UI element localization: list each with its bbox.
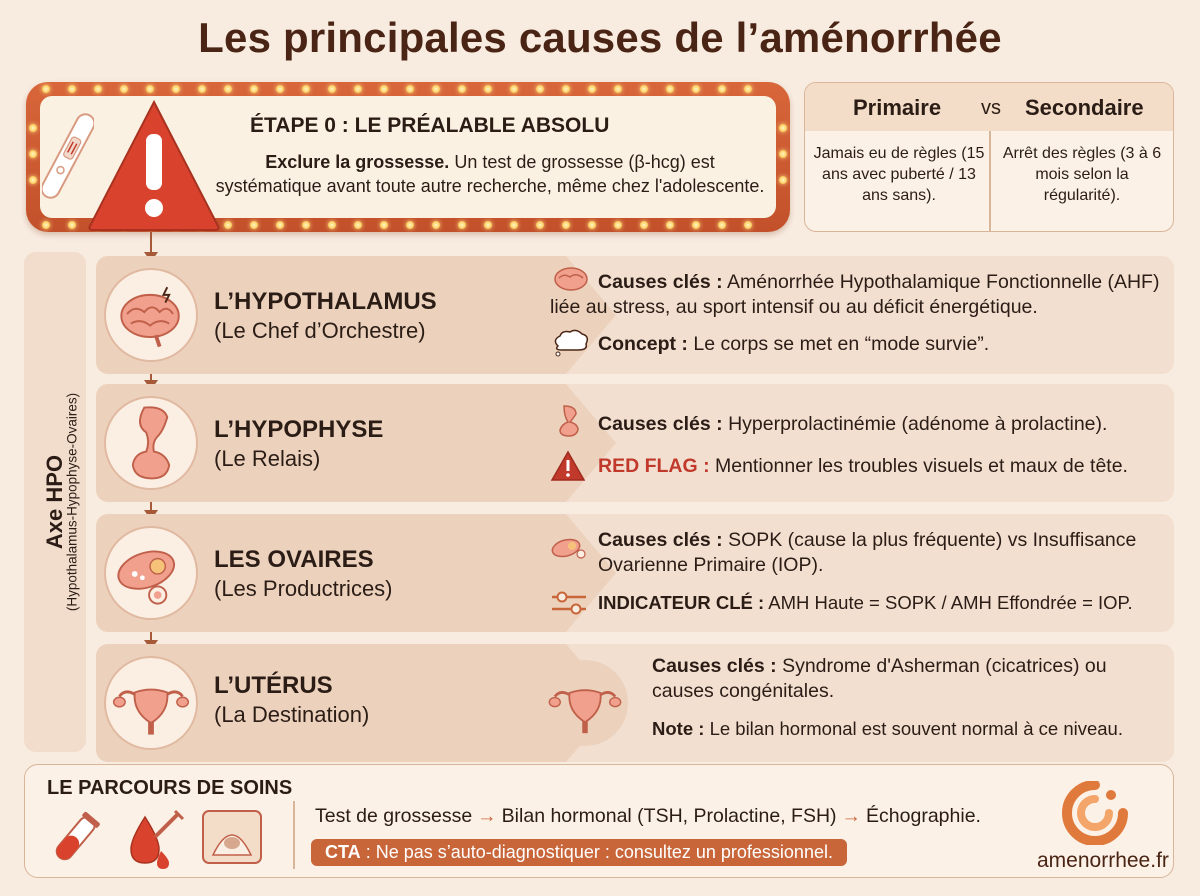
step-1: Test de grossesse [315,805,473,827]
causes-text: Hyperprolactinémie (adénome à prolactine). [728,413,1108,435]
marquee-bulb [692,221,700,229]
marquee-bulb [779,176,787,184]
primary-description: Jamais eu de règles (15 ans avec puberté / 13 ans sans). [813,145,985,204]
row-uterus [96,644,1174,762]
primary-vs-secondary-table [804,82,1174,232]
cta-banner[interactable] [311,839,847,866]
marquee-bulb [276,85,284,93]
marquee-bulb [432,221,440,229]
indicator-label: INDICATEUR CLÉ : [598,592,765,613]
marquee-bulb [276,221,284,229]
etape-bold: Exclure la grossesse. [265,152,450,172]
marquee-bulb [562,221,570,229]
etape-body: Un test de grossesse (β-hcg) est systématique avant toute autre recherche, même chez l'adolescente. [215,152,765,196]
marquee-bulb [42,85,50,93]
marquee-bulb [354,221,362,229]
row-indicator [598,590,1133,615]
pituitary-small-icon [554,404,584,438]
primary-label: Primaire [853,95,942,120]
marquee-bulb [666,221,674,229]
marquee-bulb [510,85,518,93]
secondary-label: Secondaire [1025,95,1144,120]
step-3: Échographie. [866,805,981,827]
ovary-small-icon [548,532,588,562]
row-concept [598,332,989,357]
marquee-bulb [302,85,310,93]
marquee-bulb [484,85,492,93]
row-title: L’HYPOTHALAMUS [214,288,437,315]
uterus-icon [104,656,198,750]
marquee-bulb [614,85,622,93]
row-hypothalamus [96,256,1174,374]
brand-logo-icon [1061,781,1129,845]
row-subtitle: (Les Productrices) [214,576,393,601]
care-pathway-steps [315,805,981,828]
pituitary-icon [104,396,198,490]
concept-label: Concept : [598,333,688,355]
marquee-bulb [484,221,492,229]
marquee-bulb [380,85,388,93]
row-ovaires [96,514,1174,632]
ultrasound-icon [201,809,263,865]
marquee-bulb [666,85,674,93]
marquee-bulb [744,85,752,93]
marquee-bulb [354,85,362,93]
marquee-bulb [779,150,787,158]
marquee-bulb [536,85,544,93]
marquee-bulb [29,124,37,132]
marquee-bulb [458,221,466,229]
cta-text: : Ne pas s’auto-diagnostiquer : consultez un professionnel. [365,842,833,862]
arrow-right-icon: → [841,805,862,827]
marquee-bulb [94,85,102,93]
marquee-bulb [614,221,622,229]
causes-text: SOPK (cause la plus fréquente) vs Insuffisance Ovarienne Primaire (IOP). [598,529,1137,576]
marquee-bulb [328,221,336,229]
marquee-bulb [328,85,336,93]
marquee-bulb [29,176,37,184]
marquee-bulb [692,85,700,93]
marquee-bulb [588,221,596,229]
red-flag-text: Mentionner les troubles visuels et maux de tête. [715,455,1128,477]
secondary-description: Arrêt des règles (3 à 6 mois selon la régularité). [1002,145,1162,204]
ovary-icon [104,526,198,620]
sliders-icon [550,590,588,616]
row-title: L’UTÉRUS [214,672,333,699]
marquee-bulb [779,124,787,132]
marquee-bulb [224,221,232,229]
marquee-bulb [406,85,414,93]
etape-text [210,150,770,198]
brand-name[interactable]: amenorrhee.fr [1037,849,1169,872]
marquee-bulb [718,85,726,93]
causes-text: Syndrome d'Asherman (cicatrices) ou causes congénitales. [652,655,1107,702]
warning-icon [86,98,222,234]
row-causes [598,412,1107,437]
row-subtitle: (La Destination) [214,702,370,727]
row-red-flag [598,454,1128,479]
vs-label: vs [981,97,1001,119]
step-2: Bilan hormonal (TSH, Prolactine, FSH) [501,805,837,827]
concept-text: Le corps se met en “mode survie”. [693,333,990,355]
axis-label: Axe HPO [42,454,67,550]
marquee-bulb [744,221,752,229]
marquee-bulb [406,221,414,229]
marquee-bulb [198,85,206,93]
axis-sublabel: (Hypothalamus-Hypophyse-Ovaires) [64,392,80,612]
blood-drop-icon [121,807,185,871]
marquee-bulb [29,150,37,158]
marquee-bulb [120,85,128,93]
marquee-bulb [640,85,648,93]
marquee-bulb [432,85,440,93]
causes-text: Aménorrhée Hypothalamique Fonctionnelle (AHF) liée au stress, au sport intensif ou au déficit énergétique. [550,271,1160,318]
cta-label: CTA [325,842,361,862]
arrow-right-icon: → [477,805,497,827]
red-flag-label: RED FLAG : [598,455,710,477]
row-causes [550,270,1160,320]
care-pathway-title: LE PARCOURS DE SOINS [47,777,293,799]
indicator-text: AMH Haute = SOPK / AMH Effondrée = IOP. [768,592,1133,613]
note-text: Le bilan hormonal est souvent normal à ce niveau. [709,718,1123,739]
row-title: LES OVAIRES [214,546,374,573]
marquee-bulb [224,85,232,93]
brain-icon [104,268,198,362]
marquee-bulb [510,221,518,229]
marquee-bulb [302,221,310,229]
marquee-bulb [588,85,596,93]
row-title: L’HYPOPHYSE [214,416,384,443]
marquee-bulb [380,221,388,229]
uterus-large-icon [542,660,628,746]
causes-label: Causes clés : [598,529,723,551]
marquee-bulb [68,221,76,229]
marquee-bulb [536,221,544,229]
test-tube-icon [45,809,105,869]
row-subtitle: (Le Relais) [214,446,321,471]
marquee-bulb [562,85,570,93]
causes-label: Causes clés : [652,655,777,677]
marquee-bulb [640,221,648,229]
marquee-bulb [172,85,180,93]
note-label: Note : [652,718,705,739]
row-note [652,716,1123,741]
marquee-bulb [146,85,154,93]
marquee-bulb [42,221,50,229]
marquee-bulb [250,221,258,229]
row-causes [598,528,1168,578]
causes-label: Causes clés : [598,271,723,293]
care-pathway-panel [24,764,1174,878]
causes-label: Causes clés : [598,413,723,435]
row-subtitle: (Le Chef d’Orchestre) [214,318,426,343]
marquee-bulb [250,85,258,93]
red-flag-warning-icon [550,450,586,482]
marquee-bulb [68,85,76,93]
row-causes [652,654,1172,704]
etape-title: ÉTAPE 0 : LE PRÉALABLE ABSOLU [250,114,610,137]
marquee-bulb [458,85,466,93]
thought-bubble-icon [550,328,590,358]
row-hypophyse [96,384,1174,502]
page-title: Les principales causes de l’aménorrhée [198,14,1002,61]
marquee-bulb [718,221,726,229]
